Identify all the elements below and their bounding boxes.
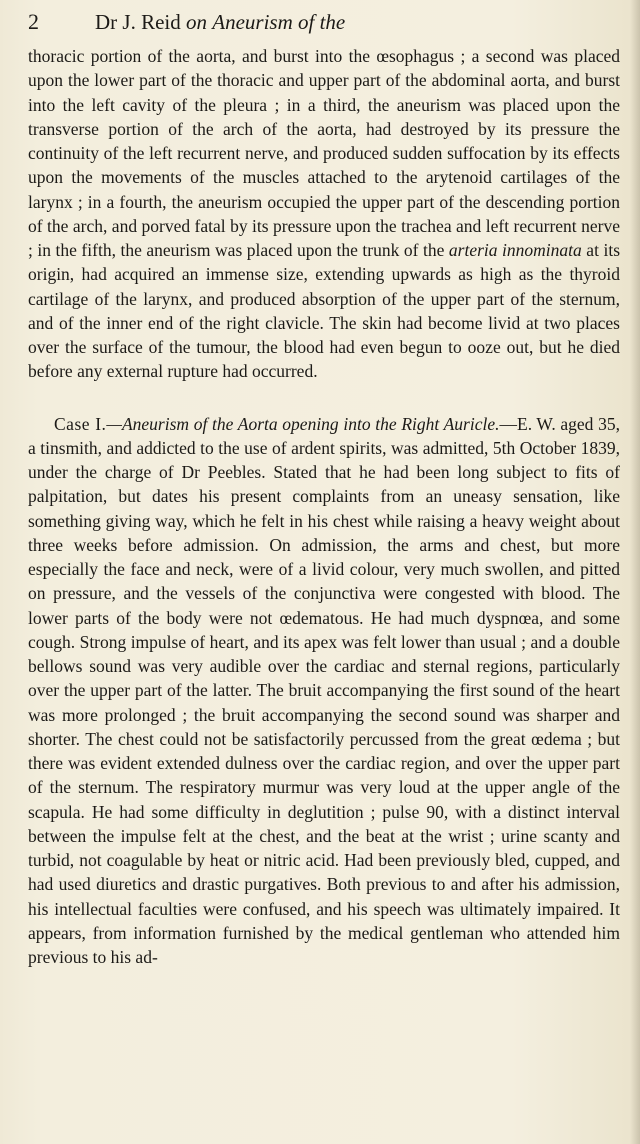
case-label: Case I. bbox=[54, 413, 107, 434]
running-head-title: Aneurism of the bbox=[212, 10, 346, 34]
case-title: —Aneurism of the Aorta opening into the Right Auricle. bbox=[106, 413, 500, 434]
body-text bbox=[28, 44, 620, 969]
paragraph-1-text-b: at its origin, had acquired an immense size, extending upwards as high as the thyroid cartilage of the larynx, and produced absorption of the upper part of the sternum, and of the inner end of the right clavicle. The skin had become livid at two places over the surface of the tumour, the blood had even begun to ooze out, but he died before any external rupture had occurred. bbox=[28, 240, 620, 382]
page-header bbox=[28, 6, 618, 38]
case-paragraph bbox=[28, 412, 620, 970]
page-number: 2 bbox=[28, 9, 39, 34]
paragraph-continuation bbox=[28, 44, 620, 384]
case-text: —E. W. aged 35, a tinsmith, and addicted to the use of ardent spirits, was admitted, 5th October 1839, under the charge of Dr Peebles. Stated that he had been long subject to fits of palpitation, but dates his present complaints from an uneasy sensation, like something giving way, which he felt in his chest while raising a heavy weight about three weeks before admission. On admission, the arms and chest, but more especially the face and neck, were of a livid colour, very much swollen, and pitted on pressure, and the vessels of the conjunctiva were congested with blood. The lower parts of the body were not œdematous. He had much dyspnœa, and some cough. Strong impulse of heart, and its apex was felt lower than usual ; and a double bellows sound was very audible over the cardiac and sternal regions, particularly over the upper part of the latter. The bruit accompanying the first sound of the heart was more prolonged ; the bruit accompanying the second sound was sharper and shorter. The chest could not be satisfactorily percussed from the great œdema ; but there was evident extended dulness over the cardiac region, and over the upper part of the sternum. The respiratory murmur was very loud at the upper angle of the scapula. He had some difficulty in deglutition ; pulse 90, with a distinct interval between the impulse felt at the chest, and the beat at the wrist ; urine scanty and turbid, not coagulable by heat or nitric acid. Had been previously bled, cupped, and had used diuretics and drastic purgatives. Both previous to and after his admission, his intellectual faculties were confused, and his speech was ultimately impaired. It appears, from information furnished by the medical gentleman who attended him previous to his ad- bbox=[28, 413, 620, 967]
paragraph-1-italic-term: arteria innominata bbox=[448, 240, 582, 260]
paragraph-gap bbox=[28, 384, 620, 412]
running-head-author: Dr J. Reid bbox=[95, 10, 181, 34]
running-head-on: on bbox=[186, 10, 207, 34]
page-edge-shadow bbox=[630, 0, 640, 1144]
running-head bbox=[95, 6, 345, 38]
paragraph-1-text-a: thoracic portion of the aorta, and burst into the œsophagus ; a second was placed upon the lower part of the thoracic and upper part of the abdominal aorta, and burst into the left cavity of the pleura ; in a third, the aneurism was placed upon the transverse portion of the arch of the aorta, had destroyed by its pressure the continuity of the left recurrent nerve, and produced sudden suffocation by its effects upon the movements of the muscles attached to the arytenoid cartilages of the larynx ; in a fourth, the aneurism occupied the upper part of the descending portion of the arch, and porved fatal by its pressure upon the trachea and left recurrent nerve ; in the fifth, the aneurism was placed upon the trunk of the bbox=[28, 46, 620, 260]
